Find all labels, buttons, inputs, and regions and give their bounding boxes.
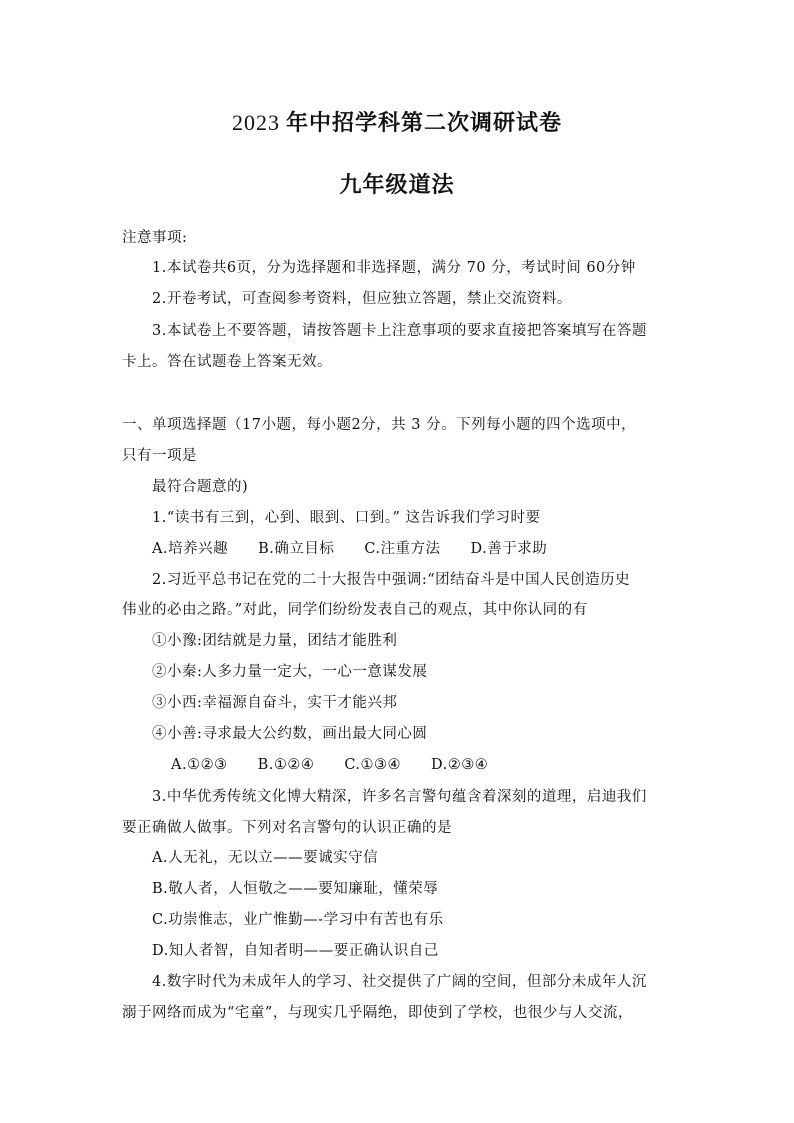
exam-year: 2023 bbox=[231, 110, 280, 135]
question-2-statement-3: ③小西:幸福源自奋斗，实干才能兴邦 bbox=[152, 695, 398, 711]
question-3-option-b: B.敬人者，人恒敬之——要知廉耻，懂荣辱 bbox=[152, 881, 439, 897]
section-heading-line-3: 最符合题意的) bbox=[152, 479, 249, 495]
question-4-line-2: 溺于网络而成为“宅童”，与现实几乎隔绝，即使到了学校，也很少与人交流， bbox=[122, 1005, 633, 1021]
notes-heading: 注意事项: bbox=[122, 230, 188, 246]
question-3-option-c: C.功崇惟志，业广惟勤—-学习中有苦也有乐 bbox=[152, 912, 444, 928]
section-heading-line-2: 只有一项是 bbox=[122, 448, 197, 464]
question-4-line-1: 4.数字时代为未成年人的学习、社交提供了广阔的空间，但部分未成年人沉 bbox=[152, 974, 647, 990]
question-2-statement-1: ①小豫:团结就是力量，团结才能胜利 bbox=[152, 633, 398, 649]
question-2-line-2: 伟业的必由之路。”对此，同学们纷纷发表自己的观点，其中你认同的有 bbox=[122, 602, 588, 618]
section-heading-line-1: 一、单项选择题（17小题，每小题2分，共 3 分。下列每小题的四个选项中， bbox=[122, 417, 637, 433]
question-2-statement-2: ②小秦:人多力量一定大，一心一意谋发展 bbox=[152, 664, 428, 680]
question-1-stem: 1.“读书有三到，心到、眼到、口到。” 这告诉我们学习时要 bbox=[152, 510, 541, 526]
question-3-line-1: 3.中华优秀传统文化博大精深，许多名言警句蕴含着深刻的道理，启迪我们 bbox=[152, 789, 647, 805]
notes-item-1: 1.本试卷共6页，分为选择题和非选择题，满分 70 分，考试时间 60分钟 bbox=[152, 260, 636, 276]
exam-title-text: 年中招学科第二次调研试卷 bbox=[285, 111, 562, 136]
notes-item-3-line-2: 卡上。答在试题卷上答案无效。 bbox=[122, 354, 332, 370]
question-2-statement-4: ④小善:寻求最大公约数，画出最大同心圆 bbox=[152, 726, 428, 742]
question-3-option-a: A.人无礼，无以立——要诚实守信 bbox=[152, 850, 379, 866]
notes-item-3-line-1: 3.本试卷上不要答题，请按答题卡上注意事项的要求直接把答案填写在答题 bbox=[152, 323, 647, 339]
notes-item-2: 2.开卷考试，可查阅参考资料，但应独立答题，禁止交流资料。 bbox=[152, 291, 572, 307]
question-3-line-2: 要正确做人做事。下列对名言警句的认识正确的是 bbox=[122, 820, 452, 836]
question-3-option-d: D.知人者智，自知者明——要正确认识自己 bbox=[152, 943, 439, 959]
exam-title bbox=[0, 106, 794, 137]
question-2-line-1: 2.习近平总书记在党的二十大报告中强调:“团结奋斗是中国人民创造历史 bbox=[152, 572, 631, 588]
question-1-options: A.培养兴趣 B.确立目标 C.注重方法 D.善于求助 bbox=[152, 541, 548, 557]
exam-subtitle: 九年级道法 bbox=[339, 173, 455, 198]
question-2-options: A.①②③ B.①②④ C.①③④ D.②③④ bbox=[171, 757, 489, 773]
